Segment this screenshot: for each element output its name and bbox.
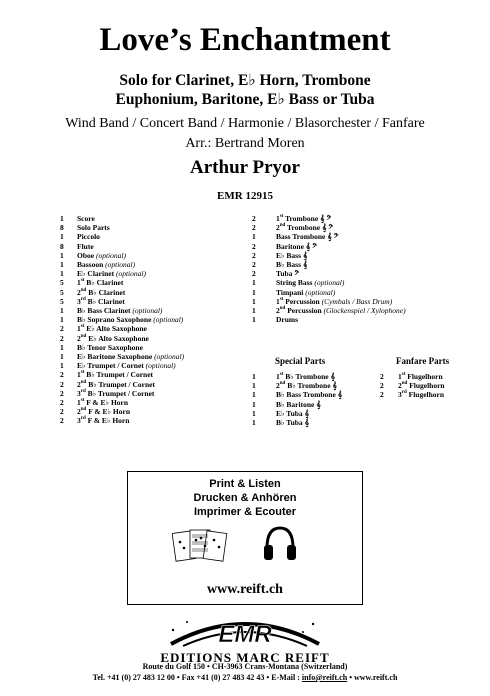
part-name: [77, 407, 130, 416]
part-label: Drums: [276, 315, 299, 325]
part-quantity: 2: [252, 214, 256, 223]
arranger: Arr.: Bertrand Moren: [185, 136, 305, 151]
part-quantity: 1: [252, 399, 256, 409]
part-quantity: 2: [252, 223, 256, 233]
part-row: [60, 315, 184, 324]
part-name: [77, 260, 135, 269]
part-quantity: 2: [380, 381, 384, 391]
part-note: (Glockenspiel / Xylophone): [323, 306, 406, 316]
part-name: [77, 242, 94, 251]
part-row: [60, 370, 184, 379]
part-name: [276, 278, 344, 287]
headphones-icon: [262, 524, 298, 564]
publisher-address: Route du Golf 150 • CH-3963 Crans-Montana (Switzerland): [142, 662, 348, 671]
part-quantity: 8: [60, 223, 64, 233]
part-name: [77, 416, 129, 425]
part-quantity: 2: [380, 372, 384, 381]
part-label: 2nd F & E♭ Horn: [77, 407, 130, 417]
fanfare-parts-heading: Fanfare Parts: [396, 356, 450, 366]
part-quantity: 5: [60, 278, 64, 288]
part-row: [252, 260, 406, 269]
part-quantity: 8: [60, 241, 64, 251]
part-row: [252, 297, 406, 306]
part-quantity: 5: [60, 296, 64, 306]
part-name: [276, 260, 307, 269]
part-label: 2nd Percussion: [276, 306, 322, 316]
part-label: E♭ Baritone Saxophone: [77, 352, 153, 362]
title: Love’s Enchantment: [99, 22, 391, 58]
part-name: [77, 315, 183, 324]
part-label: 3rd Flugelhorn: [398, 390, 445, 400]
part-label: E♭ Clarinet: [77, 269, 115, 279]
part-quantity: 2: [380, 390, 384, 400]
part-note: (optional): [153, 315, 184, 325]
part-quantity: 2: [60, 416, 64, 426]
part-name: [276, 251, 307, 260]
part-row: [60, 398, 184, 407]
part-label: 1st Percussion: [276, 296, 320, 306]
part-quantity: 2: [252, 241, 256, 251]
part-quantity: 1: [60, 214, 64, 223]
part-label: B♭ Bass Clarinet: [77, 306, 131, 316]
part-label: Oboe: [77, 250, 95, 260]
part-name: [398, 372, 443, 381]
part-quantity: 1: [60, 250, 64, 260]
part-quantity: 2: [60, 333, 64, 343]
part-name: [77, 361, 176, 370]
parts-list-left: [60, 214, 184, 426]
part-row: [380, 390, 445, 399]
part-name: [77, 288, 125, 297]
part-name: [276, 297, 392, 306]
part-row: [60, 416, 184, 425]
part-row: [60, 343, 184, 352]
part-note: (optional): [105, 260, 136, 270]
part-row: [252, 400, 342, 409]
part-label: 3rd F & E♭ Horn: [77, 416, 130, 426]
part-label: 2nd B♭ Trombone 𝄞: [276, 381, 337, 391]
part-label: 1st E♭ Alto Saxophone: [77, 324, 147, 334]
part-row: [60, 251, 184, 260]
part-name: [276, 390, 342, 399]
part-row: [252, 288, 406, 297]
part-name: [77, 278, 123, 287]
part-name: [276, 372, 335, 381]
part-quantity: 1: [60, 342, 64, 352]
part-row: [380, 372, 445, 381]
part-quantity: 1: [252, 287, 256, 297]
part-label: 2nd B♭ Trumpet / Cornet: [77, 379, 155, 389]
part-label: 1st B♭ Trombone 𝄞: [276, 372, 335, 381]
part-quantity: 1: [252, 381, 256, 391]
part-label: 1st Flugelhorn: [398, 372, 443, 381]
part-name: [276, 232, 338, 241]
part-label: Baritone 𝄞 𝄢: [276, 241, 317, 251]
part-label: 2nd Trombone 𝄞 𝄢: [276, 223, 334, 233]
part-name: [398, 381, 445, 390]
part-name: [276, 214, 331, 223]
part-label: 1st F & E♭ Horn: [77, 398, 129, 408]
part-quantity: 1: [252, 278, 256, 288]
part-quantity: 1: [252, 315, 256, 325]
part-label: 1st B♭ Trumpet / Cornet: [77, 370, 154, 380]
part-note: (optional): [305, 287, 336, 297]
part-name: [77, 380, 155, 389]
part-quantity: 1: [252, 232, 256, 242]
part-name: [77, 232, 100, 241]
part-label: Score: [77, 214, 95, 223]
part-note: (optional): [95, 250, 126, 260]
part-row: [252, 251, 406, 260]
part-name: [77, 214, 95, 223]
promo-line-2: Drucken & Anhören: [193, 492, 297, 504]
promo-line-1: Print & Listen: [209, 478, 281, 490]
part-label: B♭ Baritone 𝄞: [276, 399, 321, 409]
part-label: 2nd E♭ Alto Saxophone: [77, 333, 149, 343]
part-quantity: 2: [60, 407, 64, 417]
part-row: [252, 214, 406, 223]
part-label: E♭ Trumpet / Cornet: [77, 361, 144, 371]
part-label: 1st Trombone 𝄞 𝄢: [276, 214, 332, 223]
part-row: [252, 390, 342, 399]
special-parts-heading: Special Parts: [275, 356, 326, 366]
part-row: [60, 223, 184, 232]
part-quantity: 1: [60, 232, 64, 242]
emr-logo: [163, 610, 327, 650]
part-row: [252, 372, 342, 381]
part-row: [60, 361, 184, 370]
part-row: [60, 269, 184, 278]
logo-text: EMR: [218, 621, 272, 648]
part-name: [276, 269, 299, 278]
catalog-number: EMR 12915: [217, 190, 273, 202]
subtitle-line-1: Solo for Clarinet, E♭ Horn, Trombone: [119, 72, 371, 89]
part-label: B♭ Bass Trombone 𝄞: [276, 390, 343, 400]
part-row: [60, 242, 184, 251]
part-name: [276, 242, 317, 251]
part-label: E♭ Tuba 𝄞: [276, 408, 309, 418]
part-name: [77, 269, 146, 278]
part-row: [252, 278, 406, 287]
composer: Arthur Pryor: [190, 157, 300, 178]
part-row: [60, 334, 184, 343]
part-row: [60, 232, 184, 241]
part-note: (optional): [314, 278, 345, 288]
part-quantity: 1: [252, 390, 256, 400]
part-note: (optional): [132, 306, 163, 316]
part-row: [252, 418, 342, 427]
part-row: [60, 306, 184, 315]
parts-list-middle: [252, 214, 406, 324]
part-row: [60, 407, 184, 416]
part-name: [276, 306, 406, 315]
part-label: E♭ Bass 𝄞: [276, 250, 308, 260]
part-row: [252, 409, 342, 418]
part-quantity: 2: [60, 388, 64, 398]
fanfare-parts-list: [380, 372, 445, 400]
part-name: [77, 334, 149, 343]
part-label: 2nd Flugelhorn: [398, 381, 445, 391]
part-row: [60, 324, 184, 333]
part-quantity: 1: [60, 352, 64, 362]
part-row: [60, 352, 184, 361]
part-label: B♭ Soprano Saxophone: [77, 315, 152, 325]
part-label: Bass Trombone 𝄞 𝄢: [276, 232, 339, 242]
part-label: 1st B♭ Clarinet: [77, 278, 124, 288]
part-name: [398, 390, 444, 399]
part-row: [60, 260, 184, 269]
part-quantity: 1: [60, 361, 64, 371]
part-name: [77, 223, 110, 232]
contact-phone-fax: Tel. +41 (0) 27 483 12 00 • Fax +41 (0) 27 483 42 43 • E-Mail :: [92, 673, 302, 682]
part-row: [252, 269, 406, 278]
sheet-music-icon: [172, 526, 228, 566]
part-row: [60, 380, 184, 389]
special-parts-list: [252, 372, 342, 427]
part-label: String Bass: [276, 278, 313, 288]
part-name: [77, 343, 143, 352]
part-row: [252, 315, 406, 324]
part-row: [252, 306, 406, 315]
part-quantity: 1: [60, 269, 64, 279]
part-quantity: 2: [252, 250, 256, 260]
band-types: Wind Band / Concert Band / Harmonie / Blasorchester / Fanfare: [65, 116, 425, 131]
part-quantity: 1: [60, 315, 64, 325]
part-name: [276, 315, 298, 324]
part-label: Timpani: [276, 287, 304, 297]
part-name: [276, 418, 309, 427]
part-row: [60, 389, 184, 398]
part-quantity: 1: [252, 296, 256, 306]
part-quantity: 1: [252, 408, 256, 418]
part-label: Flute: [77, 241, 94, 251]
part-quantity: 1: [252, 306, 256, 316]
contact-web[interactable]: • www.reift.ch: [347, 673, 398, 682]
part-quantity: 2: [252, 269, 256, 279]
part-name: [77, 352, 184, 361]
part-label: Tuba 𝄢: [276, 269, 300, 279]
promo-url[interactable]: www.reift.ch: [207, 582, 283, 597]
part-label: 2nd B♭ Clarinet: [77, 287, 126, 297]
part-note: (optional): [145, 361, 176, 371]
part-name: [77, 398, 128, 407]
part-quantity: 2: [60, 324, 64, 334]
part-label: B♭ Tuba 𝄞: [276, 418, 309, 428]
contact-email[interactable]: info@reift.ch: [301, 673, 348, 682]
part-row: [60, 288, 184, 297]
promo-line-3: Imprimer & Ecouter: [193, 506, 297, 518]
part-row: [252, 242, 406, 251]
part-name: [77, 324, 147, 333]
part-quantity: 1: [60, 306, 64, 316]
part-name: [77, 297, 125, 306]
part-quantity: 5: [60, 287, 64, 297]
part-note: (Cymbals / Bass Drum): [321, 296, 393, 306]
part-name: [276, 400, 321, 409]
part-quantity: 2: [60, 370, 64, 380]
publisher-contact: [0, 673, 490, 682]
part-quantity: 1: [60, 260, 64, 270]
part-quantity: 2: [252, 260, 256, 270]
part-name: [77, 389, 154, 398]
part-note: (optional): [154, 352, 185, 362]
part-label: Piccolo: [77, 232, 100, 242]
part-quantity: 2: [60, 379, 64, 389]
part-row: [380, 381, 445, 390]
part-label: Solo Parts: [77, 223, 110, 233]
part-row: [60, 297, 184, 306]
part-row: [252, 232, 406, 241]
part-quantity: 1: [252, 418, 256, 428]
part-name: [77, 251, 126, 260]
part-row: [60, 278, 184, 287]
part-label: B♭ Tenor Saxophone: [77, 342, 143, 352]
publisher-name: EDITIONS MARC REIFT: [160, 650, 330, 665]
part-name: [77, 306, 162, 315]
part-quantity: 2: [60, 398, 64, 408]
part-label: 3rd B♭ Clarinet: [77, 296, 125, 306]
print-listen-box[interactable]: [127, 471, 363, 605]
part-name: [276, 288, 335, 297]
part-label: B♭ Bass 𝄞: [276, 260, 308, 270]
subtitle-line-2: Euphonium, Baritone, E♭ Bass or Tuba: [115, 91, 375, 108]
part-row: [60, 214, 184, 223]
part-quantity: 1: [252, 372, 256, 381]
part-name: [77, 370, 153, 379]
part-label: Bassoon: [77, 260, 104, 270]
part-note: (optional): [115, 269, 146, 279]
part-label: 3rd B♭ Trumpet / Cornet: [77, 388, 155, 398]
part-name: [276, 409, 309, 418]
